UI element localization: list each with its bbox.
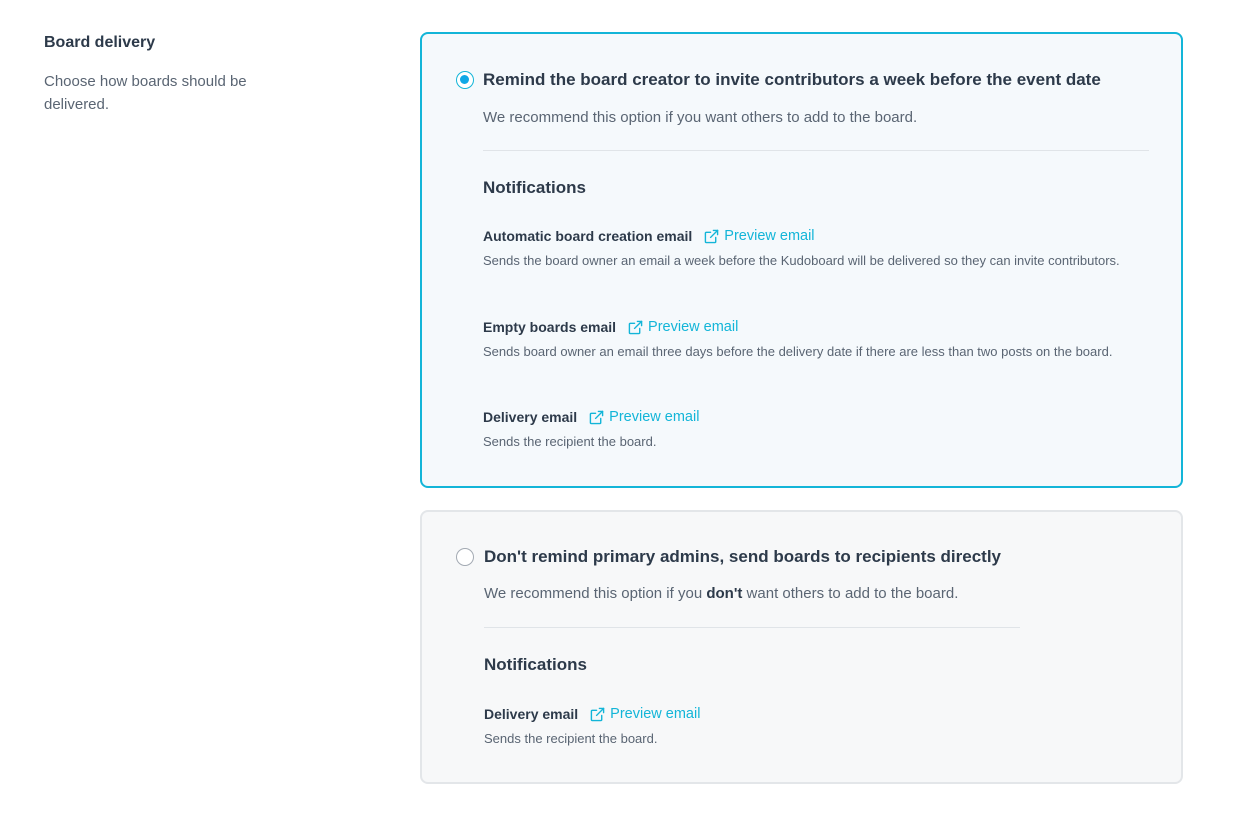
notification-item: [483, 226, 1143, 271]
external-link-icon: [704, 229, 719, 244]
notification-description: Sends the recipient the board.: [483, 434, 657, 449]
section-header: [44, 33, 324, 116]
description-pre: We recommend this option if you: [484, 585, 707, 602]
notification-item: [483, 317, 1143, 362]
notification-description: Sends board owner an email three days before the delivery date if there are less than two posts on the board.: [483, 344, 1113, 359]
description-post: want others to add to the board.: [742, 585, 959, 602]
delivery-option-remind-creator[interactable]: [420, 32, 1183, 488]
radio-send-directly[interactable]: [456, 548, 474, 566]
radio-remind-creator[interactable]: [456, 71, 474, 89]
preview-email-label: Preview email: [610, 706, 701, 722]
notification-description: Sends the recipient the board.: [484, 731, 658, 746]
option-title: Don't remind primary admins, send boards to recipients directly: [484, 547, 1001, 566]
divider: [483, 150, 1149, 151]
section-title: Board delivery: [44, 34, 156, 51]
preview-email-link[interactable]: [704, 228, 814, 244]
option-title: Remind the board creator to invite contributors a week before the event date: [483, 70, 1101, 89]
notifications-heading: Notifications: [483, 178, 586, 197]
preview-email-label: Preview email: [724, 228, 815, 244]
description-bold: don't: [706, 585, 743, 602]
notification-name: Empty boards email: [483, 319, 617, 335]
external-link-icon: [628, 320, 643, 335]
preview-email-link[interactable]: [628, 319, 738, 335]
preview-email-label: Preview email: [609, 409, 700, 425]
divider: [484, 627, 1020, 628]
option-description: [484, 584, 958, 604]
section-description: Choose how boards should be delivered.: [44, 73, 247, 113]
notification-item: [483, 407, 1143, 452]
notification-description: Sends the board owner an email a week before the Kudoboard will be delivered so they can invite contributors.: [483, 253, 1120, 268]
notification-name: Automatic board creation email: [483, 228, 693, 244]
notification-item: [484, 704, 1144, 749]
notification-name: Delivery email: [484, 706, 579, 722]
external-link-icon: [590, 707, 605, 722]
notifications-heading: Notifications: [484, 655, 587, 674]
option-description: We recommend this option if you want others to add to the board.: [483, 109, 918, 126]
preview-email-link[interactable]: [589, 409, 699, 425]
preview-email-label: Preview email: [648, 319, 739, 335]
notification-name: Delivery email: [483, 409, 578, 425]
preview-email-link[interactable]: [590, 706, 700, 722]
delivery-option-send-directly[interactable]: [420, 510, 1183, 784]
external-link-icon: [589, 410, 604, 425]
